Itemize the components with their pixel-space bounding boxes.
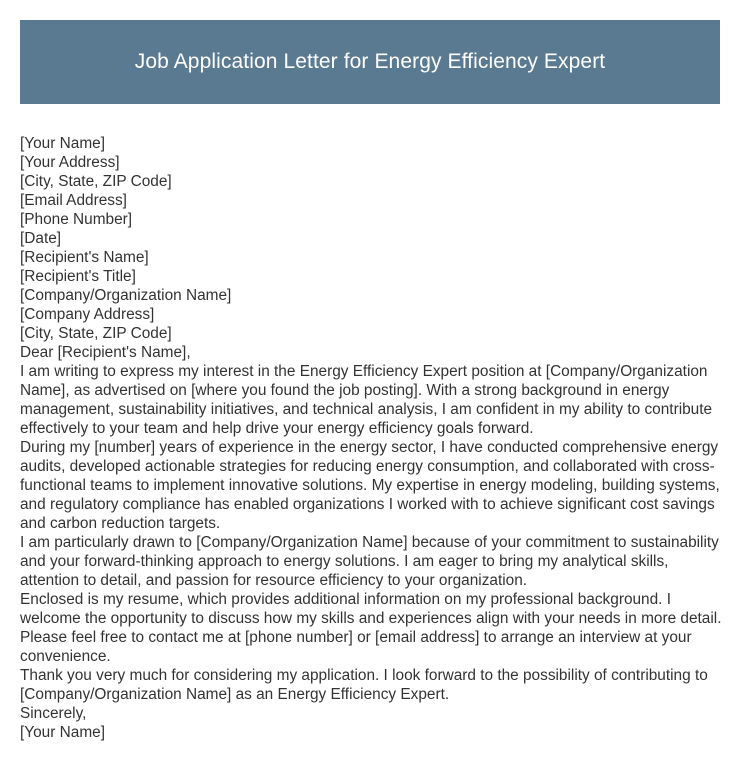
sender-phone: [Phone Number] [20, 211, 133, 228]
sender-name: [Your Name] [20, 135, 105, 152]
sender-city-state-zip: [City, State, ZIP Code] [20, 173, 172, 190]
closing: Sincerely, [20, 705, 87, 722]
company-address: [Company Address] [20, 306, 155, 323]
company-city-state-zip: [City, State, ZIP Code] [20, 325, 172, 342]
page-title: Job Application Letter for Energy Efficiency Expert [134, 50, 606, 73]
paragraph-motivation: I am particularly drawn to [Company/Organization Name] because of your commitment to sustainability and your forward-thinking approach to energy solutions. I am eager to bring my analytical skills, attention to detail, and passion for resource efficiency to your organization. [20, 534, 719, 589]
sender-email: [Email Address] [20, 192, 127, 209]
paragraph-enclosure: Enclosed is my resume, which provides additional information on my professional background. I welcome the opportunity to discuss how my skills and experiences align with your needs in more detail. Please feel free to contact me at [phone number] or [email address] to arrange an interview at your convenience. [20, 591, 722, 665]
sender-address: [Your Address] [20, 154, 120, 171]
recipient-title: [Recipient's Title] [20, 268, 136, 285]
title-banner [20, 20, 720, 104]
paragraph-experience: During my [number] years of experience in the energy sector, I have conducted comprehensive energy audits, developed actionable strategies for reducing energy consumption, and collaborated with cross-functional teams to implement innovative solutions. My expertise in energy modeling, building systems, and regulatory compliance has enabled organizations I worked with to achieve significant cost savings and carbon reduction targets. [20, 439, 720, 532]
letter-body [20, 134, 722, 742]
letter-date: [Date] [20, 230, 62, 247]
paragraph-intro: I am writing to express my interest in the Energy Efficiency Expert position at [Company/Organization Name], as advertised on [where you found the job posting]. With a strong background in energy management, sustainability initiatives, and technical analysis, I am confident in my ability to contribute effectively to your team and help drive your energy efficiency goals forward. [20, 363, 713, 437]
company-name: [Company/Organization Name] [20, 287, 232, 304]
signature-name: [Your Name] [20, 724, 105, 741]
paragraph-thanks: Thank you very much for considering my application. I look forward to the possibility of contributing to [Company/Organization Name] as an Energy Efficiency Expert. [20, 667, 708, 703]
recipient-name: [Recipient's Name] [20, 249, 149, 266]
salutation: Dear [Recipient's Name], [20, 344, 191, 361]
